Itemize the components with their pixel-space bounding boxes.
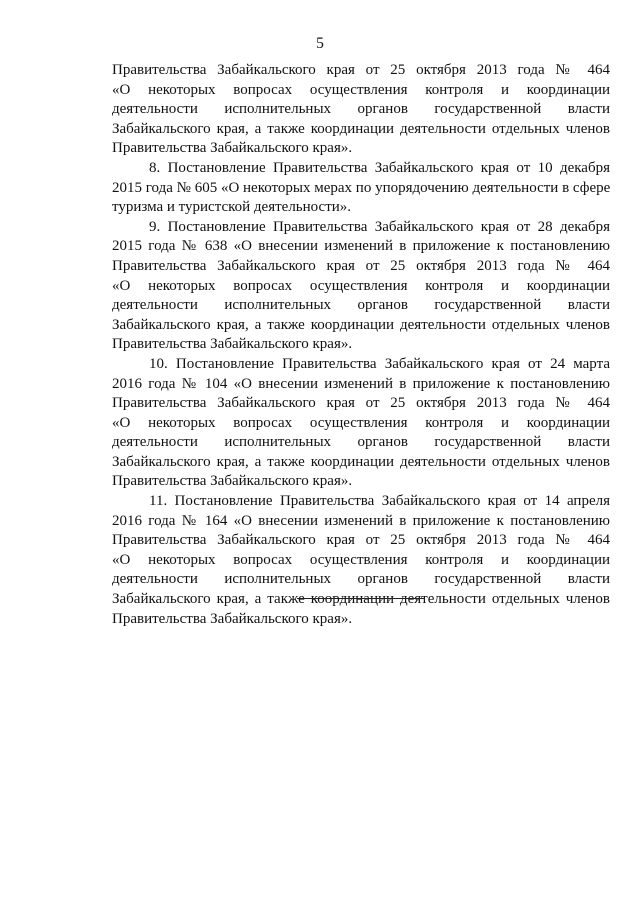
text-line: Правительства Забайкальского края от 25 октября 2013 года № 464 <box>112 257 610 274</box>
text-line: Забайкальского края, а также координации деятельности отдельных членов <box>112 316 610 333</box>
list-item-9 <box>112 218 610 355</box>
paragraph-continuation <box>112 61 610 159</box>
text-line: Правительства Забайкальского края от 25 октября 2013 года № 464 <box>112 532 610 549</box>
text-line: Правительства Забайкальского края». <box>112 140 353 157</box>
document-body <box>112 61 610 629</box>
text-line: 11. Постановление Правительства Забайкальского края от 14 апреля <box>149 493 610 510</box>
text-line: 9. Постановление Правительства Забайкальского края от 28 декабря <box>149 218 610 235</box>
text-line: деятельности исполнительных органов государственной власти <box>112 434 610 451</box>
text-line: 2015 года № 605 «О некоторых мерах по упорядочению деятельности в сфере <box>112 179 610 196</box>
text-line: 2015 года № 638 «О внесении изменений в приложение к постановлению <box>112 238 610 255</box>
text-line: туризма и туристской деятельности». <box>112 199 352 216</box>
text-line: Правительства Забайкальского края». <box>112 336 353 353</box>
text-line: Забайкальского края, а также координации деятельности отдельных членов <box>112 120 610 137</box>
list-item-8 <box>112 159 610 218</box>
page-number: 5 <box>316 35 324 52</box>
text-line: 2016 года № 164 «О внесении изменений в приложение к постановлению <box>112 512 610 529</box>
text-line: Забайкальского края, а также координации деятельности отдельных членов <box>112 591 610 608</box>
text-line: «О некоторых вопросах осуществления контроля и координации <box>112 81 610 98</box>
end-of-document-rule <box>297 598 425 599</box>
text-line: «О некоторых вопросах осуществления контроля и координации <box>112 551 610 568</box>
text-line: деятельности исполнительных органов государственной власти <box>112 101 610 118</box>
text-line: 2016 года № 104 «О внесении изменений в приложение к постановлению <box>112 375 610 392</box>
text-line: деятельности исполнительных органов государственной власти <box>112 297 610 314</box>
text-line: деятельности исполнительных органов государственной власти <box>112 571 610 588</box>
text-line: «О некоторых вопросах осуществления контроля и координации <box>112 277 610 294</box>
text-line: Правительства Забайкальского края». <box>112 473 353 490</box>
list-item-11 <box>112 492 610 629</box>
text-line: «О некоторых вопросах осуществления контроля и координации <box>112 414 610 431</box>
text-line: Правительства Забайкальского края». <box>112 610 353 627</box>
list-item-10 <box>112 355 610 492</box>
text-line: Правительства Забайкальского края от 25 октября 2013 года № 464 <box>112 62 610 78</box>
text-line: 8. Постановление Правительства Забайкальского края от 10 декабря <box>149 159 610 176</box>
text-line: Правительства Забайкальского края от 25 октября 2013 года № 464 <box>112 395 610 412</box>
text-line: Забайкальского края, а также координации деятельности отдельных членов <box>112 453 610 470</box>
text-line: 10. Постановление Правительства Забайкальского края от 24 марта <box>149 355 610 372</box>
